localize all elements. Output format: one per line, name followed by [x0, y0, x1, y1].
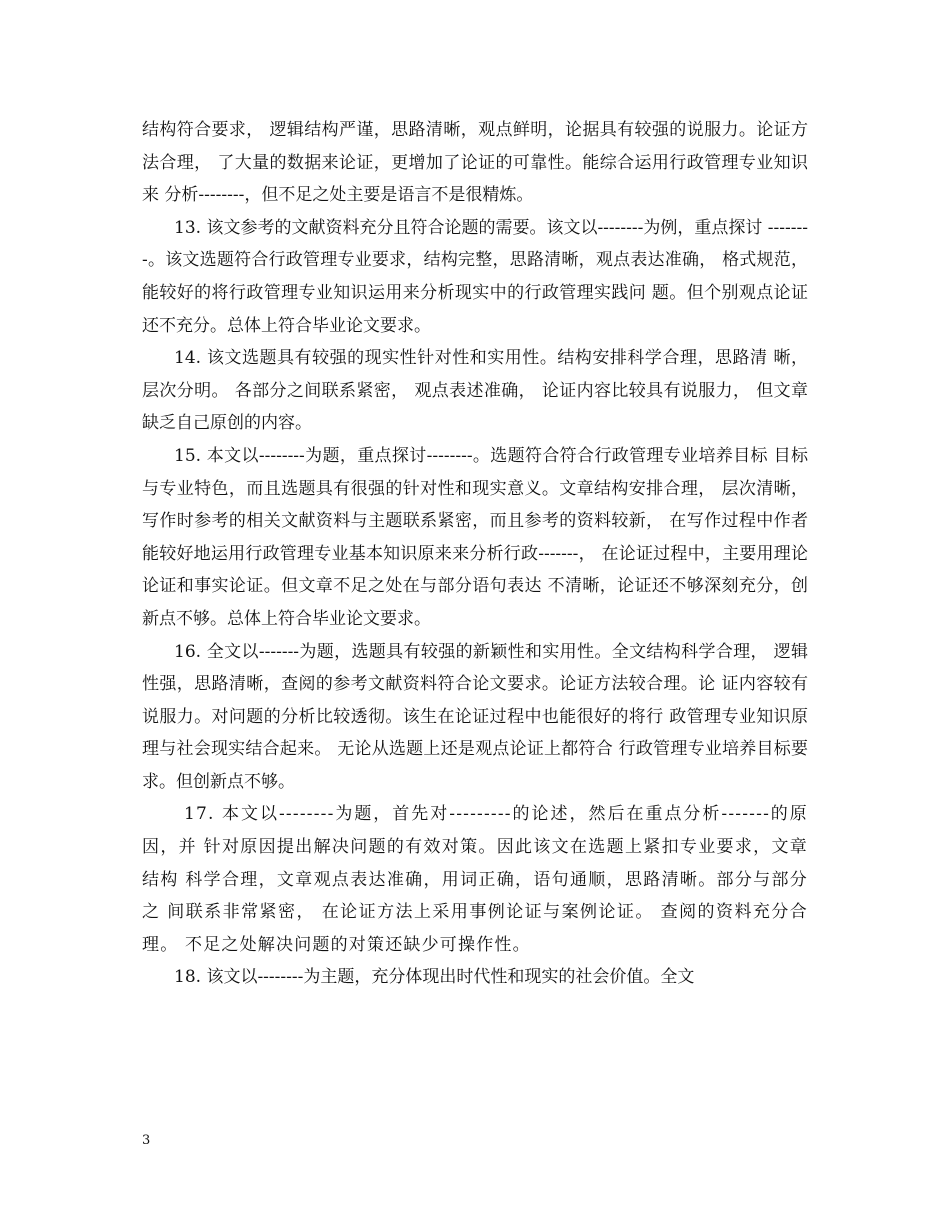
paragraph-13: 13. 该文参考的文献资料充分且符合论题的需要。该文以--------为例，重点探讨 --------。该文选题符合行政管理专业要求，结构完整，思路清晰，观点表达准确， 格式规范，能较好的将行政管理专业知识运用来分析现实中的行政管理实践问 题。但个别观点论证还不充分。总体上符合毕业论文要求。 [142, 217, 809, 336]
paragraph-14: 14. 该文选题具有较强的现实性针对性和实用性。结构安排科学合理，思路清 晰， 层次分明。 各部分之间联系紧密， 观点表述准确， 论证内容比较具有说服力， 但文章缺乏自己原创的内容。 [142, 348, 808, 434]
paragraph-17: 17. 本文以--------为题，首先对---------的论述，然后在重点分析-------的原因，并 针对原因提出解决问题的有效对策。因此该文在选题上紧扣专业要求，文章结构 科学合理，文章观点表达准确，用词正确，语句通顺，思路清晰。部分与部分之 间联系非常紧密， 在论证方法上采用事例论证与案例论证。 查阅的资料充分合理。 不足之处解决问题的对策还缺少可操作性。 [142, 804, 808, 955]
body-text [142, 114, 808, 994]
paragraph-16: 16. 全文以-------为题，选题具有较强的新颖性和实用性。全文结构科学合理， 逻辑性强，思路清晰，查阅的参考文献资料符合论文要求。论证方法较合理。论 证内容较有说服力。对问题的分析比较透彻。该生在论证过程中也能很好的将行 政管理专业知识原理与社会现实结合起来。 无论从选题上还是观点论证上都符合 行政管理专业培养目标要求。但创新点不够。 [142, 641, 808, 792]
paragraph-12-continued: 结构符合要求， 逻辑结构严谨，思路清晰，观点鲜明，论据具有较强的说服力。论证方法合理， 了大量的数据来论证，更增加了论证的可靠性。能综合运用行政管理专业知识来 分析--------，但不足之处主要是语言不是很精炼。 [142, 120, 808, 206]
page-number: 3 [142, 1133, 151, 1148]
paragraph-18: 18. 该文以--------为主题，充分体现出时代性和现实的社会价值。全文 [174, 967, 695, 988]
paragraph-15: 15. 本文以--------为题，重点探讨--------。选题符合符合行政管理专业培养目标 目标与专业特色，而且选题具有很强的针对性和现实意义。文章结构安排合理， 层次清晰，写作时参考的相关文献资料与主题联系紧密，而且参考的资料较新， 在写作过程中作者能较好地运用行政管理专业基本知识原来来分析行政-------， 在论证过程中，主要用理论论证和事实论证。但文章不足之处在与部分语句表达 不清晰，论证还不够深刻充分，创新点不够。总体上符合毕业论文要求。 [142, 445, 808, 629]
